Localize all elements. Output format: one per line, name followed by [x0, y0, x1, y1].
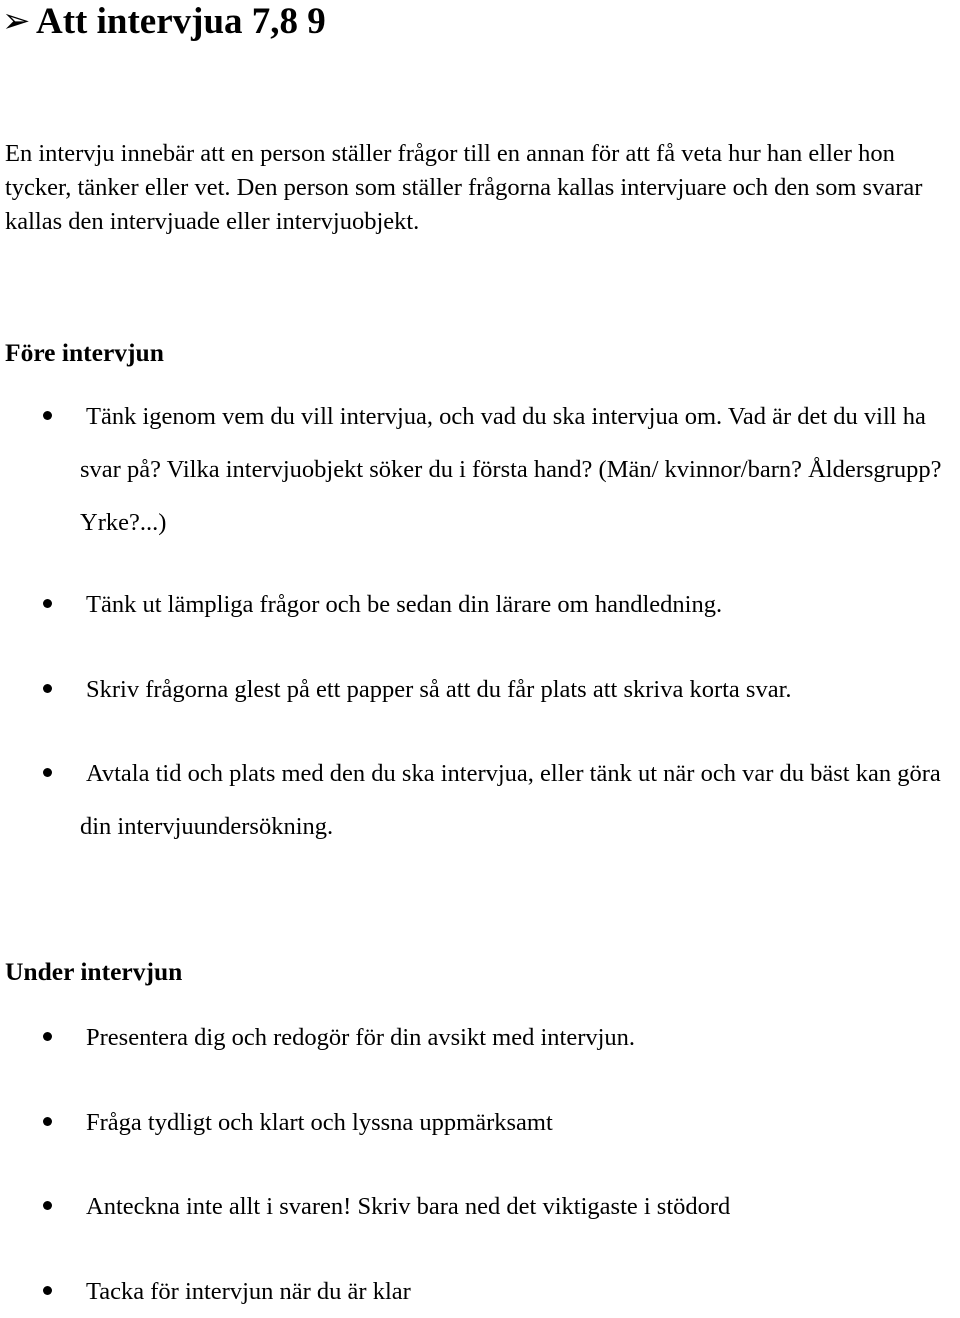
- list-item-text: Anteckna inte allt i svaren! Skriv bara ned det viktigaste i stödord: [86, 1193, 731, 1220]
- list-item: [0, 1180, 960, 1233]
- section-heading-fore-intervjun: Före intervjun: [5, 338, 164, 367]
- list-item: [0, 663, 960, 716]
- bullet-dot-icon: [43, 768, 52, 777]
- bullet-dot-icon: [43, 1117, 52, 1126]
- list-item: [0, 390, 960, 549]
- section-heading-under-intervjun: Under intervjun: [5, 957, 183, 986]
- list-item: [0, 1011, 960, 1064]
- list-item-text: Tänk ut lämpliga frågor och be sedan din lärare om handledning.: [86, 591, 723, 618]
- bullet-dot-icon: [43, 684, 52, 693]
- list-item-text: Avtala tid och plats med den du ska intervjua, eller tänk ut när och var du bäst kan göra din intervjuundersökning.: [80, 760, 941, 840]
- list-item: [0, 747, 960, 853]
- list-item-text: Fråga tydligt och klart och lyssna uppmärksamt: [86, 1109, 553, 1136]
- page-title-text: Att intervjua 7,8 9: [36, 1, 326, 42]
- bullet-dot-icon: [43, 1286, 52, 1295]
- list-item-text: Tänk igenom vem du vill intervjua, och vad du ska intervjua om. Vad är det du vill ha svar på? Vilka intervjuobjekt söker du i första hand? (Män/ kvinnor/barn? Åldersgrupp? Yrke?...): [80, 403, 942, 536]
- bullet-dot-icon: [43, 1201, 52, 1210]
- list-item-text: Presentera dig och redogör för din avsikt med intervjun.: [86, 1024, 636, 1051]
- list-item-text: Skriv frågorna glest på ett papper så att du får plats att skriva korta svar.: [86, 676, 792, 703]
- list-item: [0, 1096, 960, 1149]
- bullet-dot-icon: [43, 1032, 52, 1041]
- list-item: [0, 578, 960, 631]
- list-item: [0, 1265, 960, 1318]
- arrow-bullet-icon: ➢: [2, 3, 31, 40]
- bullet-dot-icon: [43, 411, 52, 420]
- page-title: [2, 0, 326, 44]
- intro-paragraph: En intervju innebär att en person ställer frågor till en annan för att få veta hur han eller hon tycker, tänker eller vet. Den person som ställer frågorna kallas intervjuare och den som svarar kallas den intervjuade eller intervjuobjekt.: [5, 140, 923, 235]
- bullet-dot-icon: [43, 599, 52, 608]
- list-item-text: Tacka för intervjun när du är klar: [86, 1278, 411, 1305]
